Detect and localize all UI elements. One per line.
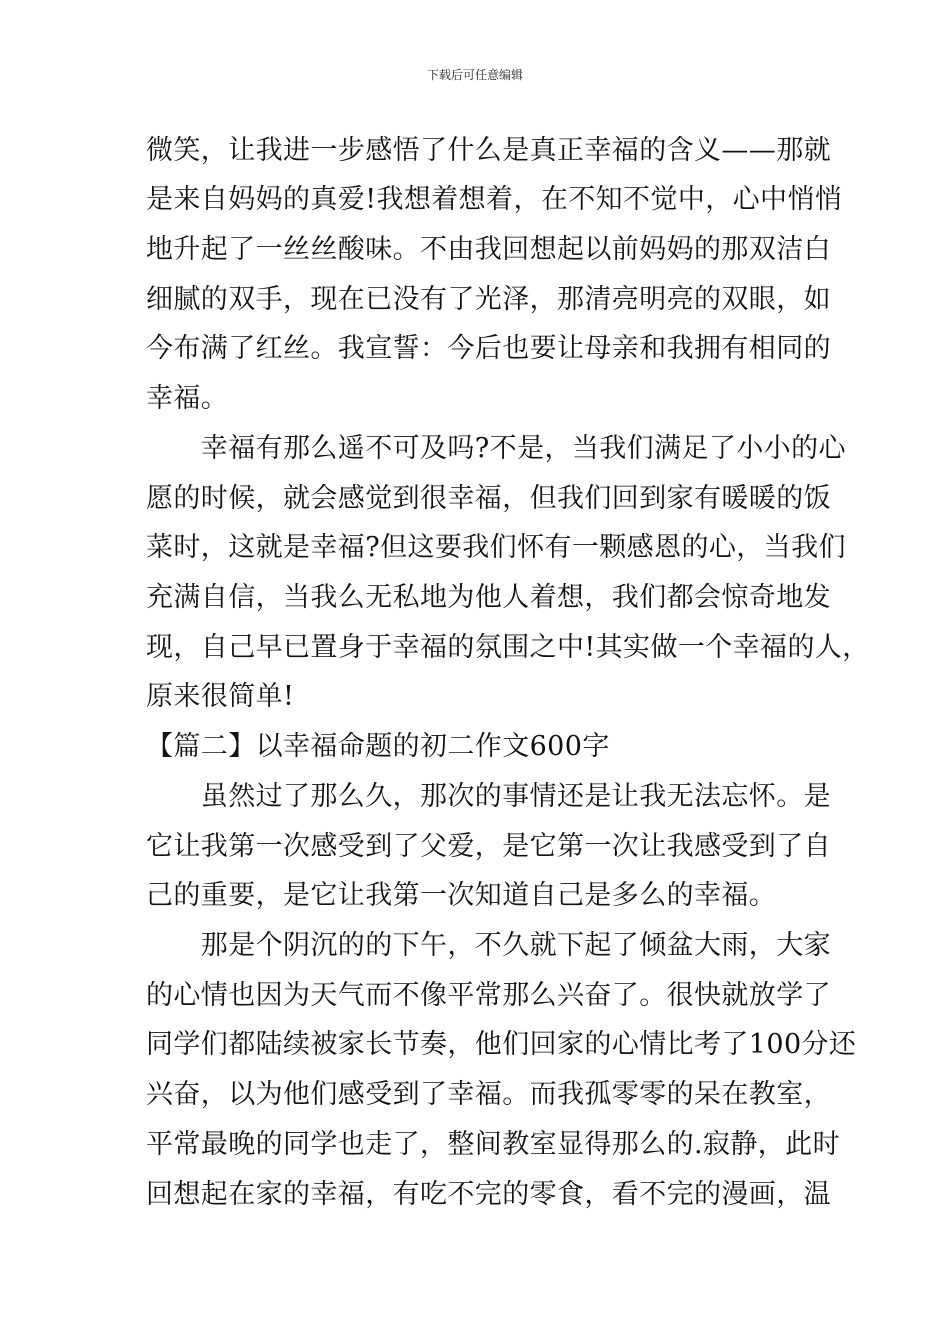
text-line: 是来自妈妈的真爱!我想着想着，在不知不觉中，心中悄悄 (146, 184, 843, 215)
text-line: 微笑，让我进一步感悟了什么是真正幸福的含义——那就 (146, 135, 831, 166)
text-line: 幸福。 (146, 383, 229, 414)
text-line: 今布满了红丝。我宣誓：今后也要让母亲和我拥有相同的 (146, 333, 831, 364)
text-line: 地升起了一丝丝酸味。不由我回想起以前妈妈的那双洁白 (146, 234, 831, 265)
text-line: 同学们都陆续被家长节奏，他们回家的心情比考了100分还 (146, 1029, 857, 1060)
text-line: 它让我第一次感受到了父爱，是它第一次让我感受到了自 (146, 831, 831, 862)
text-line: 虽然过了那么久，那次的事情还是让我无法忘怀。是 (146, 781, 831, 812)
text-line: 菜时，这就是幸福?但这要我们怀有一颗感恩的心，当我们 (146, 532, 846, 563)
page-header: 下载后可任意编辑 (426, 68, 523, 82)
text-line: 现，自己早已置身于幸福的氛围之中!其实做一个幸福的人， (146, 632, 870, 663)
text-line: 原来很简单! (146, 681, 295, 712)
section-heading: 【篇二】以幸福命题的初二作文600字 (146, 731, 610, 762)
text-line: 己的重要，是它让我第一次知道自己是多么的幸福。 (146, 880, 777, 911)
text-line: 幸福有那么遥不可及吗?不是，当我们满足了小小的心 (146, 433, 846, 464)
text-line: 兴奋，以为他们感受到了幸福。而我孤零零的呆在教室， (146, 1079, 831, 1110)
text-line: 那是个阴沉的的下午，不久就下起了倾盆大雨，大家 (146, 930, 831, 961)
text-line: 细腻的双手，现在已没有了光泽，那清亮明亮的双眼，如 (146, 284, 831, 315)
text-line: 充满自信，当我么无私地为他人着想，我们都会惊奇地发 (146, 582, 831, 613)
text-line: 愿的时候，就会感觉到很幸福，但我们回到家有暖暖的饭 (146, 483, 831, 514)
text-line: 回想起在家的幸福，有吃不完的零食，看不完的漫画，温 (146, 1179, 831, 1210)
text-line: 的心情也因为天气而不像平常那么兴奋了。很快就放学了 (146, 980, 831, 1011)
text-line: 平常最晚的同学也走了，整间教室显得那么的.寂静，此时 (146, 1129, 840, 1160)
